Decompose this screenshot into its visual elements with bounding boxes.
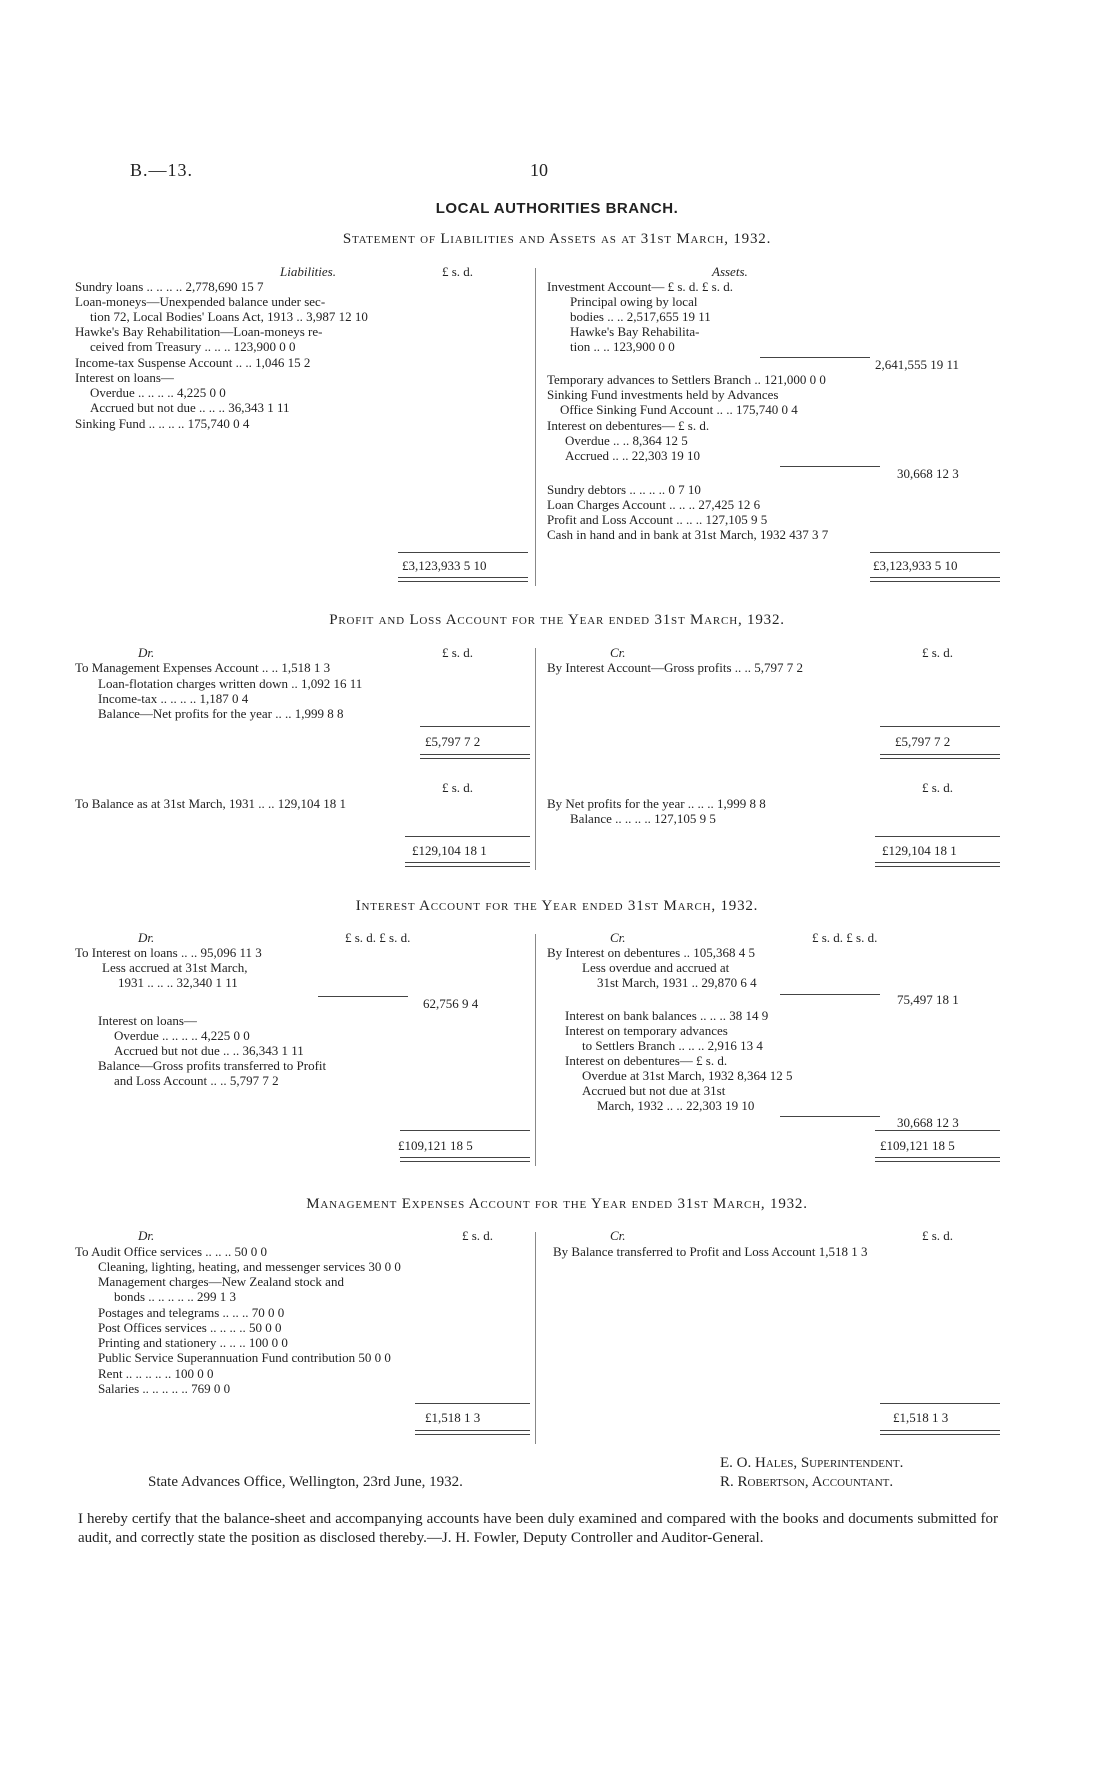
interest-debit-line: Interest on loans— (98, 1013, 197, 1028)
rule (398, 552, 528, 553)
interest-credit-line: March, 1932 .. .. 22,303 19 10 (597, 1098, 755, 1113)
pl-credit-line: Balance .. .. .. .. 127,105 9 5 (570, 811, 716, 826)
rule (875, 836, 1000, 837)
place-and-date: State Advances Office, Wellington, 23rd June, 1932. (148, 1474, 463, 1490)
audit-certificate: I hereby certify that the balance-sheet and accompanying accounts have been duly examined and compared with the books and documents submitted for audit, and correctly state the position as disclosed thereby.—J. H. Fowler, Deputy Controller and Auditor-General. (78, 1511, 998, 1546)
liabilities-total: £3,123,933 5 10 (402, 558, 487, 573)
double-rule (415, 1430, 530, 1435)
expense-line: bonds .. .. .. .. .. 299 1 3 (114, 1289, 237, 1304)
interest-credit-line: Interest on bank balances .. .. .. 38 14 9 (565, 1008, 769, 1023)
credit-label: Cr. (610, 645, 626, 660)
double-rule (398, 577, 528, 582)
liability-line: tion 72, Local Bodies' Loans Act, 1913 .. 3,987 12 10 (90, 309, 368, 324)
interest-credit-line: 30,668 12 3 (897, 1115, 959, 1130)
asset-line: bodies .. .. 2,517,655 19 11 (570, 309, 711, 324)
liabilities-heading: Liabilities. (280, 264, 336, 279)
management-expenses-title: Management Expenses Account for the Year ended 31st March, 1932. (306, 1196, 808, 1212)
expense-line: Rent .. .. .. .. .. 100 0 0 (98, 1366, 214, 1381)
liability-line: Hawke's Bay Rehabilitation—Loan-moneys re- (75, 324, 323, 339)
double-rule (870, 577, 1000, 582)
liability-line: Overdue .. .. .. .. 4,225 0 0 (90, 385, 226, 400)
branch-title: LOCAL AUTHORITIES BRANCH. (435, 200, 679, 217)
pl-debit-line: Balance—Net profits for the year .. .. 1,999 8 8 (98, 706, 344, 721)
interest-credit-line: 75,497 18 1 (897, 992, 959, 1007)
rule (780, 466, 880, 467)
assets-total: £3,123,933 5 10 (873, 558, 958, 573)
liability-line: Accrued but not due .. .. .. 36,343 1 11 (90, 400, 290, 415)
double-rule (875, 1157, 1000, 1162)
column-divider (535, 268, 536, 586)
double-rule (880, 1430, 1000, 1435)
unit-header: £ s. d. (442, 780, 474, 795)
rule (875, 1130, 1000, 1131)
liability-line: Income-tax Suspense Account .. .. 1,046 15 2 (75, 355, 311, 370)
expenses-debit-total: £1,518 1 3 (425, 1410, 481, 1425)
credit-label: Cr. (610, 1228, 626, 1243)
rule (760, 357, 870, 358)
liability-line: Loan-moneys—Unexpended balance under sec- (75, 294, 326, 309)
unit-header: £ s. d. £ s. d. (345, 930, 411, 945)
rule (318, 996, 408, 997)
credit-label: Cr. (610, 930, 626, 945)
interest-debit-line: 1931 .. .. .. 32,340 1 11 (118, 975, 238, 990)
pl-debit-total: £5,797 7 2 (425, 734, 481, 749)
unit-header: £ s. d. (922, 1228, 954, 1243)
interest-debit-line: 62,756 9 4 (423, 996, 479, 1011)
pl-debit-line: Income-tax .. .. .. .. 1,187 0 4 (98, 691, 249, 706)
liability-line: Sinking Fund .. .. .. .. 175,740 0 4 (75, 416, 250, 431)
expense-line: Cleaning, lighting, heating, and messenger services 30 0 0 (98, 1259, 401, 1274)
superintendent-signature: E. O. Hales, Superintendent. (720, 1455, 904, 1471)
liabilities-unit-header: £ s. d. (442, 264, 474, 279)
asset-line: Sundry debtors .. .. .. .. 0 7 10 (547, 482, 701, 497)
expense-line: Management charges—New Zealand stock and (98, 1274, 344, 1289)
assets-heading: Assets. (712, 264, 748, 279)
debit-label: Dr. (138, 645, 155, 660)
rule (880, 1403, 1000, 1404)
asset-line: Loan Charges Account .. .. .. 27,425 12 6 (547, 497, 761, 512)
document-reference: B.—13. (130, 160, 194, 180)
expense-line: Printing and stationery .. .. .. 100 0 0 (98, 1335, 288, 1350)
liability-line: Sundry loans .. .. .. .. 2,778,690 15 7 (75, 279, 264, 294)
pl-debit-line: To Balance as at 31st March, 1931 .. .. 129,104 18 1 (75, 796, 346, 811)
unit-header: £ s. d. (922, 780, 954, 795)
double-rule (400, 1157, 530, 1162)
double-rule (880, 754, 1000, 759)
unit-header: £ s. d. (462, 1228, 494, 1243)
rule (870, 552, 1000, 553)
column-divider (535, 1232, 536, 1444)
interest-credit-line: to Settlers Branch .. .. .. 2,916 13 4 (582, 1038, 763, 1053)
interest-credit-line: Accrued but not due at 31st (582, 1083, 726, 1098)
rule (780, 994, 880, 995)
interest-credit-line: Less overdue and accrued at (582, 960, 730, 975)
debit-label: Dr. (138, 930, 155, 945)
asset-line: Hawke's Bay Rehabilita- (570, 324, 700, 339)
rule (415, 1403, 530, 1404)
pl-credit-total: £5,797 7 2 (895, 734, 951, 749)
double-rule (405, 862, 530, 867)
interest-credit-line: Overdue at 31st March, 1932 8,364 12 5 (582, 1068, 793, 1083)
column-divider (535, 648, 536, 870)
interest-credit-line: By Interest on debentures .. 105,368 4 5 (547, 945, 755, 960)
pl-credit-line: By Interest Account—Gross profits .. .. 5,797 7 2 (547, 660, 804, 675)
pl-debit-total: £129,104 18 1 (412, 843, 487, 858)
pl-debit-line: To Management Expenses Account .. .. 1,518 1 3 (75, 660, 331, 675)
asset-line: 30,668 12 3 (897, 466, 959, 481)
asset-line: Overdue .. .. 8,364 12 5 (565, 433, 688, 448)
asset-line: Accrued .. .. 22,303 19 10 (565, 448, 701, 463)
asset-line: tion .. .. 123,900 0 0 (570, 339, 675, 354)
interest-debit-total: £109,121 18 5 (398, 1138, 473, 1153)
unit-header: £ s. d. £ s. d. (812, 930, 878, 945)
balance-sheet-title: Statement of Liabilities and Assets as at 31st March, 1932. (342, 231, 772, 247)
accountant-signature: R. Robertson, Accountant. (720, 1474, 894, 1490)
expense-line: Postages and telegrams .. .. .. 70 0 0 (98, 1305, 285, 1320)
unit-header: £ s. d. (442, 645, 474, 660)
expense-line: Salaries .. .. .. .. .. 769 0 0 (98, 1381, 231, 1396)
interest-debit-line: Balance—Gross profits transferred to Profit (98, 1058, 327, 1073)
expenses-credit-total: £1,518 1 3 (893, 1410, 949, 1425)
asset-line: 2,641,555 19 11 (875, 357, 960, 372)
pl-debit-line: Loan-flotation charges written down .. 1,092 16 11 (98, 676, 363, 691)
rule (405, 836, 530, 837)
expense-credit-line: By Balance transferred to Profit and Loss Account 1,518 1 3 (553, 1244, 868, 1259)
interest-credit-line: 31st March, 1931 .. 29,870 6 4 (597, 975, 757, 990)
interest-credit-line: Interest on temporary advances (565, 1023, 728, 1038)
asset-line: Investment Account— £ s. d. £ s. d. (547, 279, 733, 294)
asset-line: Principal owing by local (570, 294, 698, 309)
interest-debit-line: and Loss Account .. .. 5,797 7 2 (114, 1073, 279, 1088)
page-number: 10 (530, 160, 548, 180)
double-rule (875, 862, 1000, 867)
asset-line: Cash in hand and in bank at 31st March, 1932 437 3 7 (547, 527, 829, 542)
expense-line: Post Offices services .. .. .. .. 50 0 0 (98, 1320, 282, 1335)
asset-line: Interest on debentures— £ s. d. (547, 418, 710, 433)
rule (780, 1116, 880, 1117)
rule (880, 726, 1000, 727)
column-divider (535, 934, 536, 1166)
rule (400, 1130, 530, 1131)
pl-credit-line: By Net profits for the year .. .. .. 1,999 8 8 (547, 796, 766, 811)
asset-line: Office Sinking Fund Account .. .. 175,740 0 4 (560, 402, 798, 417)
interest-debit-line: To Interest on loans .. .. 95,096 11 3 (75, 945, 262, 960)
interest-debit-line: Overdue .. .. .. .. 4,225 0 0 (114, 1028, 250, 1043)
interest-account-title: Interest Account for the Year ended 31st March, 1932. (355, 898, 759, 914)
interest-credit-line: Interest on debentures— £ s. d. (565, 1053, 728, 1068)
liability-line: Interest on loans— (75, 370, 174, 385)
asset-line: Profit and Loss Account .. .. .. 127,105 9 5 (547, 512, 768, 527)
liability-line: ceived from Treasury .. .. .. 123,900 0 0 (90, 339, 296, 354)
expense-line: To Audit Office services .. .. .. 50 0 0 (75, 1244, 268, 1259)
unit-header: £ s. d. (922, 645, 954, 660)
asset-line: Sinking Fund investments held by Advances (547, 387, 779, 402)
double-rule (420, 754, 530, 759)
interest-debit-line: Less accrued at 31st March, (102, 960, 248, 975)
interest-credit-total: £109,121 18 5 (880, 1138, 955, 1153)
interest-debit-line: Accrued but not due .. .. 36,343 1 11 (114, 1043, 304, 1058)
rule (420, 726, 530, 727)
pl-credit-total: £129,104 18 1 (882, 843, 957, 858)
debit-label: Dr. (138, 1228, 155, 1243)
asset-line: Temporary advances to Settlers Branch .. 121,000 0 0 (547, 372, 826, 387)
expense-line: Public Service Superannuation Fund contribution 50 0 0 (98, 1350, 391, 1365)
profit-loss-title: Profit and Loss Account for the Year ended 31st March, 1932. (329, 612, 785, 628)
